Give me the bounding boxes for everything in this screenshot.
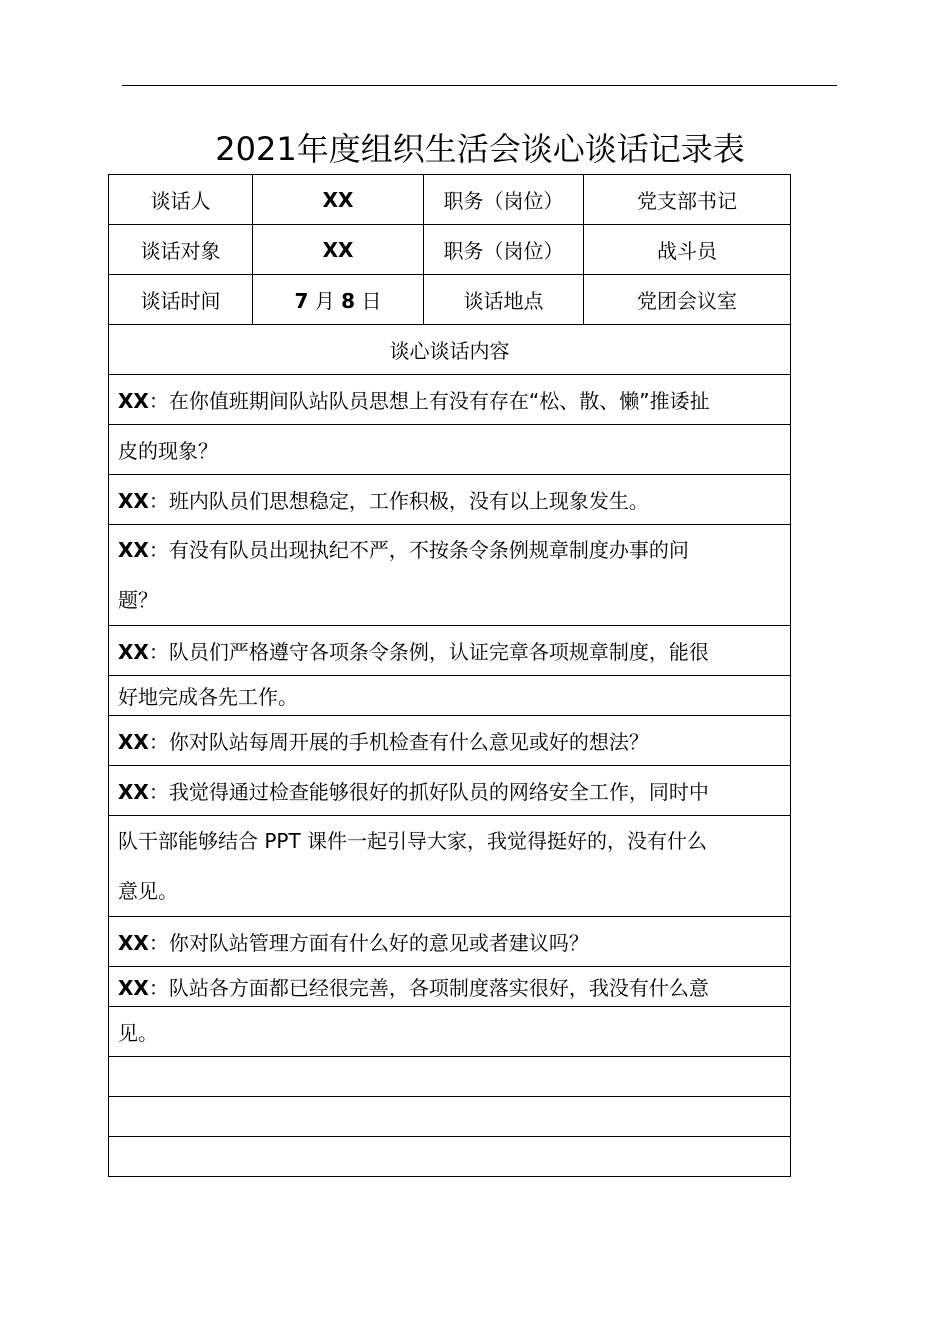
speaker: XX [118,976,149,1000]
content-row [109,766,791,816]
target-position-label: 职务（岗位） [424,225,584,275]
line-text: 队员们严格遵守各项条令条例，认证完章各项规章制度，能很 [168,640,709,664]
empty-cell [109,1137,791,1177]
content-row [109,676,791,716]
content-line [109,525,791,626]
speaker: XX [118,489,149,513]
line-text: 班内队员们思想稳定，工作积极，没有以上现象发生。 [168,489,649,513]
separator: ： [148,780,169,804]
content-row [109,525,791,626]
separator: ： [148,389,169,413]
line-text: 队站各方面都已经很完善，各项制度落实很好，我没有什么意 [168,976,709,1000]
talker-label: 谈话人 [109,175,253,225]
content-section-row [109,325,791,375]
line-text: 你对队站管理方面有什么好的意见或者建议吗？ [168,931,589,955]
time-value [253,275,424,325]
talker-row [109,175,791,225]
speaker: XX [118,730,149,754]
target-value: XX [253,225,424,275]
time-place-row [109,275,791,325]
content-line [109,816,791,917]
content-line [109,676,791,716]
target-position-value: 战斗员 [584,225,791,275]
speaker: XX [118,780,149,804]
line-text: 我觉得通过检查能够很好的抓好队员的网络安全工作，同时中 [168,780,709,804]
empty-cell [109,1097,791,1137]
content-row [109,716,791,766]
content-line [109,716,791,766]
content-row [109,967,791,1007]
content-row [109,816,791,917]
time-label: 谈话时间 [109,275,253,325]
line-text: 见。 [118,1021,158,1045]
line-text: 皮的现象？ [118,439,218,463]
talk-record-table [108,174,791,1177]
content-row [109,917,791,967]
target-label: 谈话对象 [109,225,253,275]
line-text: 队干部能够结合 PPT 课件一起引导大家，我觉得挺好的，没有什么 [118,829,708,853]
place-value: 党团会议室 [584,275,791,325]
line-text: 题？ [118,588,158,612]
separator: ： [148,538,169,562]
line-text: 有没有队员出现执纪不严，不按条令条例规章制度办事的问 [168,538,689,562]
separator: ： [148,976,169,1000]
separator: ： [148,489,169,513]
talker-position-value: 党支部书记 [584,175,791,225]
time-day: 8 [341,289,356,313]
talker-value: XX [253,175,424,225]
time-month-unit: 月 [314,289,335,313]
document-title: 2021年度组织生活会谈心谈话记录表 [215,130,745,168]
empty-row [109,1057,791,1097]
line-text: 在你值班期间队站队员思想上有没有存在“松、散、懒”推诿扯 [168,389,710,413]
content-row [109,425,791,475]
content-row [109,626,791,676]
content-line [109,425,791,475]
line-text: 意见。 [118,879,178,903]
speaker: XX [118,389,149,413]
separator: ： [148,730,169,754]
speaker: XX [118,931,149,955]
content-line [109,967,791,1007]
content-row [109,375,791,425]
content-line [109,626,791,676]
content-line [109,1007,791,1057]
separator: ： [148,931,169,955]
target-row [109,225,791,275]
content-row [109,475,791,525]
empty-row [109,1097,791,1137]
header-rule [122,85,837,86]
separator: ： [148,640,169,664]
empty-cell [109,1057,791,1097]
speaker: XX [118,538,149,562]
content-section-title: 谈心谈话内容 [109,325,791,375]
line-text: 你对队站每周开展的手机检查有什么意见或好的想法？ [168,730,649,754]
talker-position-label: 职务（岗位） [424,175,584,225]
place-label: 谈话地点 [424,275,584,325]
line-text: 好地完成各先工作。 [118,685,298,709]
content-line [109,766,791,816]
content-line [109,475,791,525]
content-line [109,375,791,425]
time-month: 7 [294,289,309,313]
empty-row [109,1137,791,1177]
time-day-unit: 日 [361,289,382,313]
content-row [109,1007,791,1057]
speaker: XX [118,640,149,664]
content-line [109,917,791,967]
